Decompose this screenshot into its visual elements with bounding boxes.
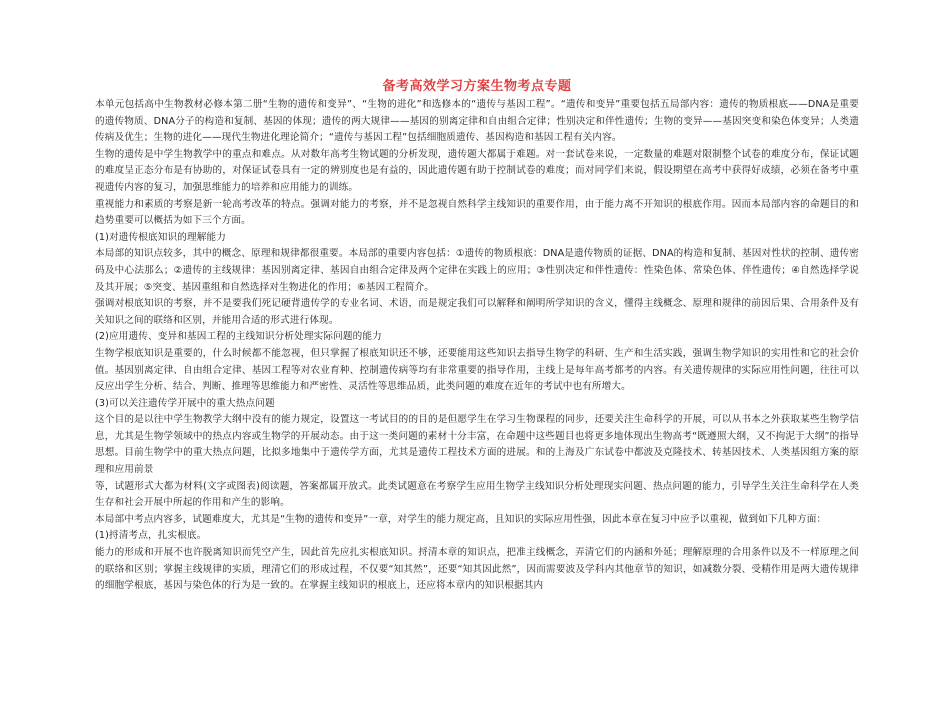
paragraph-application: 生物学根底知识是重要的，什么时候都不能忽视，但只掌握了根底知识还不够，还要能用这些知识去指导生物学的科研、生产和生活实践，强调生物学知识的实用性和它的社会价值。基因别离定律、自由组合定律、基因工程等对农业育种、控制遗传病等均有非常重要的指导作用，主线上是每年高考都考的内容。有关遗传规律的实际应用性问题，往往可以反应出学生分析、结合、判断、推理等思维能力和严密性、灵活性等思维品质，此类问题的难度在近年的考试中也有所增大。 xyxy=(95,347,859,393)
paragraph-review-advice: 本局部中考点内容多，试题难度大，尤其是“生物的遗传和变异”一章，对学生的能力规定高，且知识的实际应用性强，因此本章在复习中应予以重视，做到如下几种方面： xyxy=(95,513,827,525)
paragraph-intro: 本单元包括高中生物教材必修本第二册“生物的遗传和变异”、“生物的进化”和选修本的“遗传与基因工程”。“遗传和变异”重要包括五局部内容：遗传的物质根底——DNA是重要的遗传物质、DNA分子的构造和复制、基因的体现；遗传的两大规律——基因的别离定律和自由组合定律；性别决定和伴性遗传；生物的变异——基因突变和染色体变异；人类遗传病及优生；生物的进化——现代生物进化理论简介；“遗传与基因工程”包括细胞质遗传、基因构造和基因工程有关内容。 xyxy=(95,99,859,144)
section-heading-review-1: (1)捋清考点，扎实根底。 xyxy=(95,530,207,542)
section-heading-3: (3)可以关注遗传学开展中的重大热点问题 xyxy=(95,397,275,409)
paragraph-importance: 生物的遗传是中学生物教学中的重点和难点。从对数年高考生物试题的分析发现，遗传题大都属于难题。对一套试卷来说，一定数量的难题对限制整个试卷的难度分布，保证试题的难度呈正态分布是有协助的，对保证试卷具有一定的辨别度也是有益的，因此遗传题有助于控制试卷的难度；而对同学们来说，假设期望在高考中获得好成绩，必须在备考中重视遗传内容的复习，加强思维能力的培养和应用能力的训练。 xyxy=(95,148,859,193)
paragraph-hot-topics: 这个目的是以往中学生物教学大纲中没有的能力规定，设置这一考试目的的目的是但愿学生在学习生物课程的同步，还要关注生命科学的开展，可以从书本之外获取某些生物学信息，尤其是生物学领域中的热点内容或生物学的开展动态。由于这一类问题的素材十分丰富，在命题中这些题目也将更多地体现出生物高考“既遵照大纲，又不拘泥于大纲”的指导思想。目前生物学中的重大热点问题，比拟多地集中于遗传学方面，尤其是遗传工程技术方面的进展。和的上海及广东试卷中都波及克隆技术、转基因技术、人类基因组方案的原理和应用前景 xyxy=(95,414,859,476)
document-title: 备考高效学习方案生物考点专题 xyxy=(382,79,572,94)
section-heading-1: (1)对遗传根底知识的理解能力 xyxy=(95,231,226,243)
paragraph-foundation: 能力的形成和开展不也许脱离知识而凭空产生，因此首先应扎实根底知识。捋清本章的知识点，把准主线概念，弄清它们的内涵和外延；理解原理的合用条件以及不一样原理之间的联络和区别；掌握主线规律的实质，理清它们的形成过程，不仅要“知其然”，还要“知其因此然”，因而需要波及学科内其他章节的知识，如减数分裂、受精作用是两大遗传规律的细胞学根底，基因与染色体的行为是一致的。在掌握主线知识的根底上，还应将本章内的知识根据其内 xyxy=(95,547,859,592)
paragraph-question-format: 等，试题形式大都为材料(文字或图表)阅读题，答案都属开放式。此类试题意在考察学生应用生物学主线知识分析处理现实问题、热点问题的能力，引导学生关注生命科学在人类生存和社会开展中所起的作用和产生的影响。 xyxy=(95,480,859,509)
paragraph-ability: 重视能力和素质的考察是新一轮高考改革的特点。强调对能力的考察，并不是忽视自然科学主线知识的重要作用，由于能力离不开知识的根底作用。因而本局部内容的命题目的和趋势重要可以概括为如下三个方面。 xyxy=(95,198,859,227)
section-heading-2: (2)应用遗传、变异和基因工程的主线知识分析处理实际问题的能力 xyxy=(95,331,382,343)
paragraph-knowledge-points: 本局部的知识点较多，其中的概念、原理和规律都很重要。本局部的重要内容包括：①遗传的物质根底：DNA是遗传物质的证据、DNA的构造和复制、基因对性状的控制、遗传密码及中心法那么；②遗传的主线规律：基因别离定律、基因自由组合定律及两个定律在实践上的应用；③性别决定和伴性遗传：性染色体、常染色体、伴性遗传；④自然选择学说及其开展；⑤突变、基因重组和自然选择对生物进化的作用；⑥基因工程简介。 xyxy=(95,248,859,293)
document-page xyxy=(95,78,859,595)
paragraph-basic-knowledge: 强调对根底知识的考察，并不是要我们死记硬背遗传学的专业名词、术语，而是规定我们可以解释和阐明所学知识的含义，懂得主线概念、原理和规律的前因后果、合用条件及有关知识之间的联络和区别，并能用合适的形式进行体现。 xyxy=(95,298,859,326)
